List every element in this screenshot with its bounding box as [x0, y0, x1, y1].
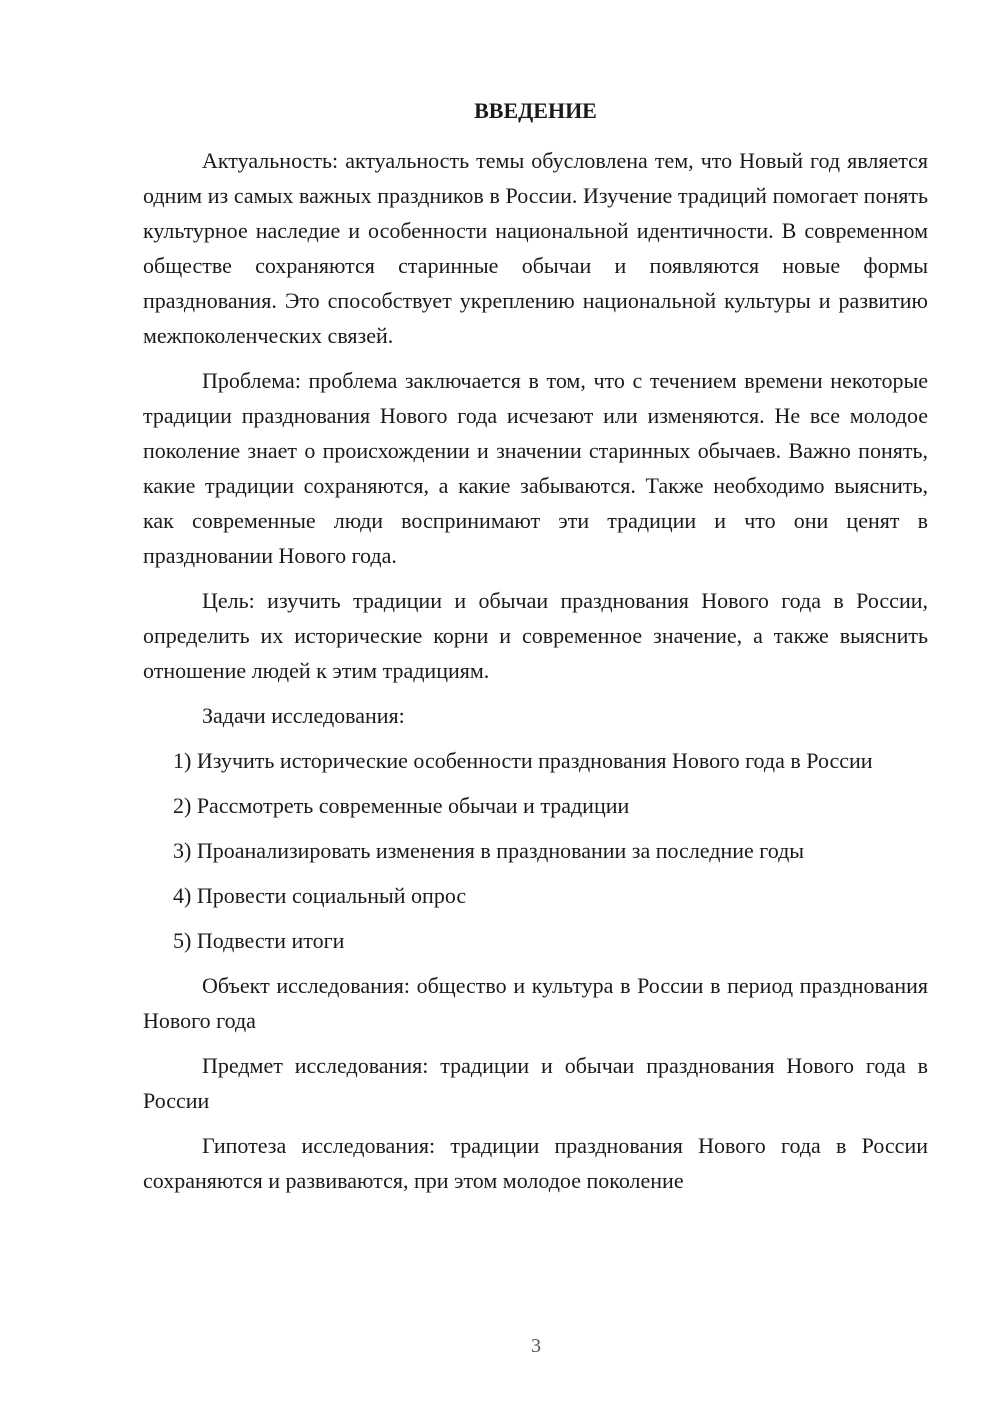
goal-paragraph: Цель: изучить традиции и обычаи празднования Нового года в России, определить их исторические корни и современное значение, а также выяснить отношение людей к этим традициям.	[143, 588, 928, 683]
hypothesis-paragraph: Гипотеза исследования: традиции празднования Нового года в России сохраняются и развиваются, при этом молодое поколение	[143, 1133, 928, 1193]
object-paragraph: Объект исследования: общество и культура в России в период празднования Нового года	[143, 973, 928, 1033]
document-page	[143, 96, 928, 1208]
task-item: 3) Проанализировать изменения в праздновании за последние годы	[173, 838, 805, 863]
page-number: 3	[531, 1335, 541, 1357]
task-item: 4) Провести социальный опрос	[173, 883, 467, 908]
task-item: 5) Подвести итоги	[173, 928, 345, 953]
task-item: 1) Изучить исторические особенности празднования Нового года в России	[173, 748, 873, 773]
section-title: ВВЕДЕНИЕ	[474, 98, 597, 123]
tasks-heading: Задачи исследования:	[202, 703, 405, 728]
problem-paragraph: Проблема: проблема заключается в том, что с течением времени некоторые традиции празднования Нового года исчезают или изменяются. Не все молодое поколение знает о происхождении и значении старинных обычаев. Важно понять, какие традиции сохраняются, а какие забываются. Также необходимо выяснить, как современные люди воспринимают эти традиции и что они ценят в праздновании Нового года.	[143, 368, 928, 568]
relevance-paragraph: Актуальность: актуальность темы обусловлена тем, что Новый год является одним из самых важных праздников в России. Изучение традиций помогает понять культурное наследие и особенности национальной идентичности. В современном обществе сохраняются старинные обычаи и появляются новые формы празднования. Это способствует укреплению национальной культуры и развитию межпоколенческих связей.	[143, 148, 928, 348]
task-item: 2) Рассмотреть современные обычаи и традиции	[173, 793, 630, 818]
subject-paragraph: Предмет исследования: традиции и обычаи празднования Нового года в России	[143, 1053, 928, 1113]
